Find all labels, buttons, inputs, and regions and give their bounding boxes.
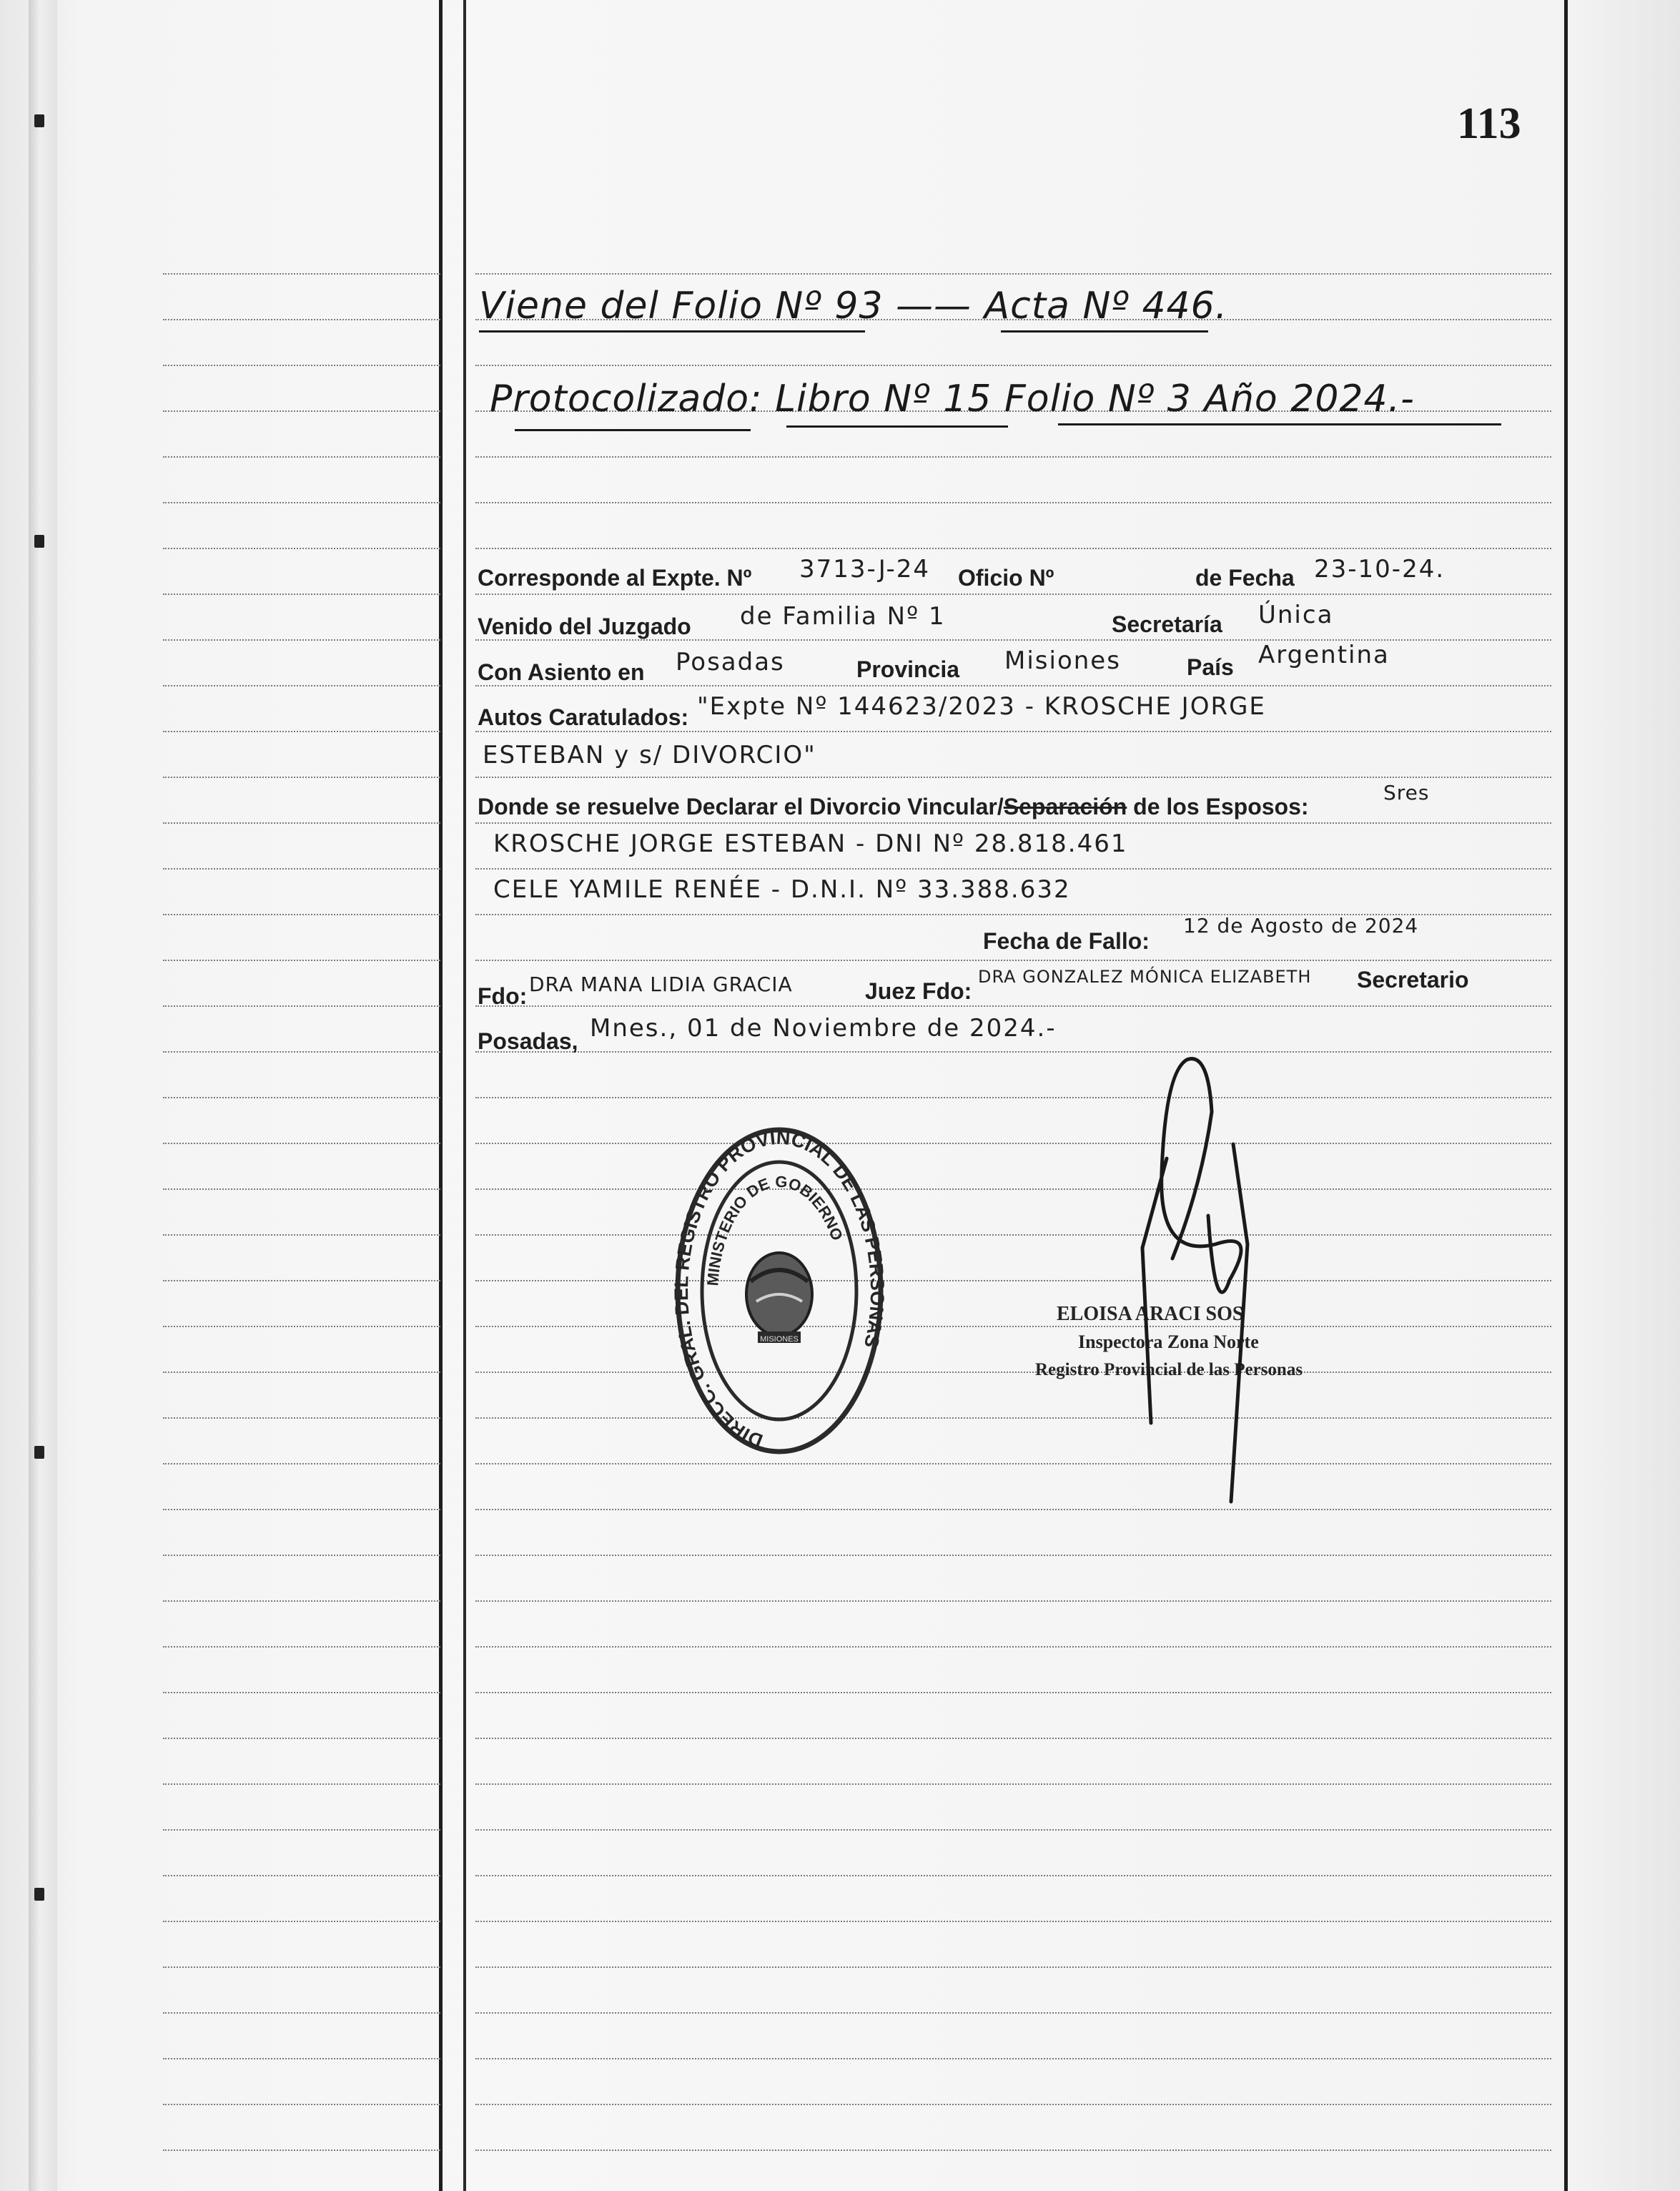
fallo-label: Fecha de Fallo: — [983, 928, 1150, 954]
secretaria-label: Secretaría — [1112, 611, 1222, 637]
autos-label: Autos Caratulados: — [478, 704, 689, 730]
resuelve-label-text: Donde se resuelve Declarar el Divorcio Vincular/ — [478, 794, 1004, 819]
resuelve-value: Sres — [1383, 781, 1430, 804]
juez-name: DRA MANA LIDIA GRACIA — [529, 973, 793, 996]
fecha-label: de Fecha — [1195, 565, 1295, 591]
asiento-value: Posadas — [676, 648, 785, 676]
signer-office: Registro Provincial de las Personas — [1035, 1360, 1303, 1379]
autos-value-line1: "Expte Nº 144623/2023 - KROSCHE JORGE — [697, 692, 1266, 721]
autos-value-line2: ESTEBAN y s/ DIVORCIO" — [483, 741, 816, 769]
seal-emblem-text: MISIONES — [760, 1335, 799, 1344]
asiento-label: Con Asiento en — [478, 659, 645, 685]
secretario-label: Secretario — [1357, 967, 1469, 993]
pais-value: Argentina — [1258, 641, 1390, 669]
provincia-value: Misiones — [1004, 646, 1121, 675]
seal-inner-text: MINISTERIO DE GOBIERNO — [703, 1172, 846, 1287]
fallo-value: 12 de Agosto de 2024 — [1183, 914, 1419, 937]
secretario-name: DRA GONZALEZ MÓNICA ELIZABETH — [978, 967, 1312, 987]
spouse-1: KROSCHE JORGE ESTEBAN - DNI Nº 28.818.461 — [493, 829, 1128, 858]
spouse-2: CELE YAMILE RENÉE - D.N.I. Nº 33.388.632 — [493, 875, 1071, 904]
juzgado-label: Venido del Juzgado — [478, 614, 691, 639]
protocol-reference: Protocolizado: Libro Nº 15 Folio Nº 3 Año 2024.- — [490, 378, 1415, 420]
juzgado-value: de Familia Nº 1 — [740, 602, 946, 631]
juez-label: Juez Fdo: — [865, 978, 972, 1004]
oficio-label: Oficio Nº — [958, 565, 1054, 591]
signer-name: ELOISA ARACI SOS — [1057, 1303, 1244, 1325]
secretaria-value: Única — [1258, 601, 1334, 629]
fdo-label: Fdo: — [478, 983, 528, 1009]
provincia-label: Provincia — [856, 656, 960, 682]
resuelve-label-struck: Separación — [1003, 794, 1127, 819]
signer-title: Inspectora Zona Norte — [1078, 1331, 1259, 1352]
resuelve-label-end: de los Esposos: — [1133, 794, 1309, 819]
expte-label: Corresponde al Expte. Nº — [478, 565, 752, 591]
posadas-date: Mnes., 01 de Noviembre de 2024.- — [590, 1014, 1057, 1043]
page-number: 113 — [1457, 99, 1521, 148]
posadas-label: Posadas, — [478, 1028, 578, 1054]
fecha-value: 23-10-24. — [1314, 555, 1446, 584]
expte-value: 3713-J-24 — [799, 555, 931, 584]
seal-outer-text: DIRECC. GRAL. DEL REGISTRO PROVINCIAL DE LAS PERSONAS — [672, 1126, 886, 1452]
pais-label: País — [1187, 654, 1234, 680]
folio-reference: Viene del Folio Nº 93 —— Acta Nº 446. — [479, 285, 1228, 328]
